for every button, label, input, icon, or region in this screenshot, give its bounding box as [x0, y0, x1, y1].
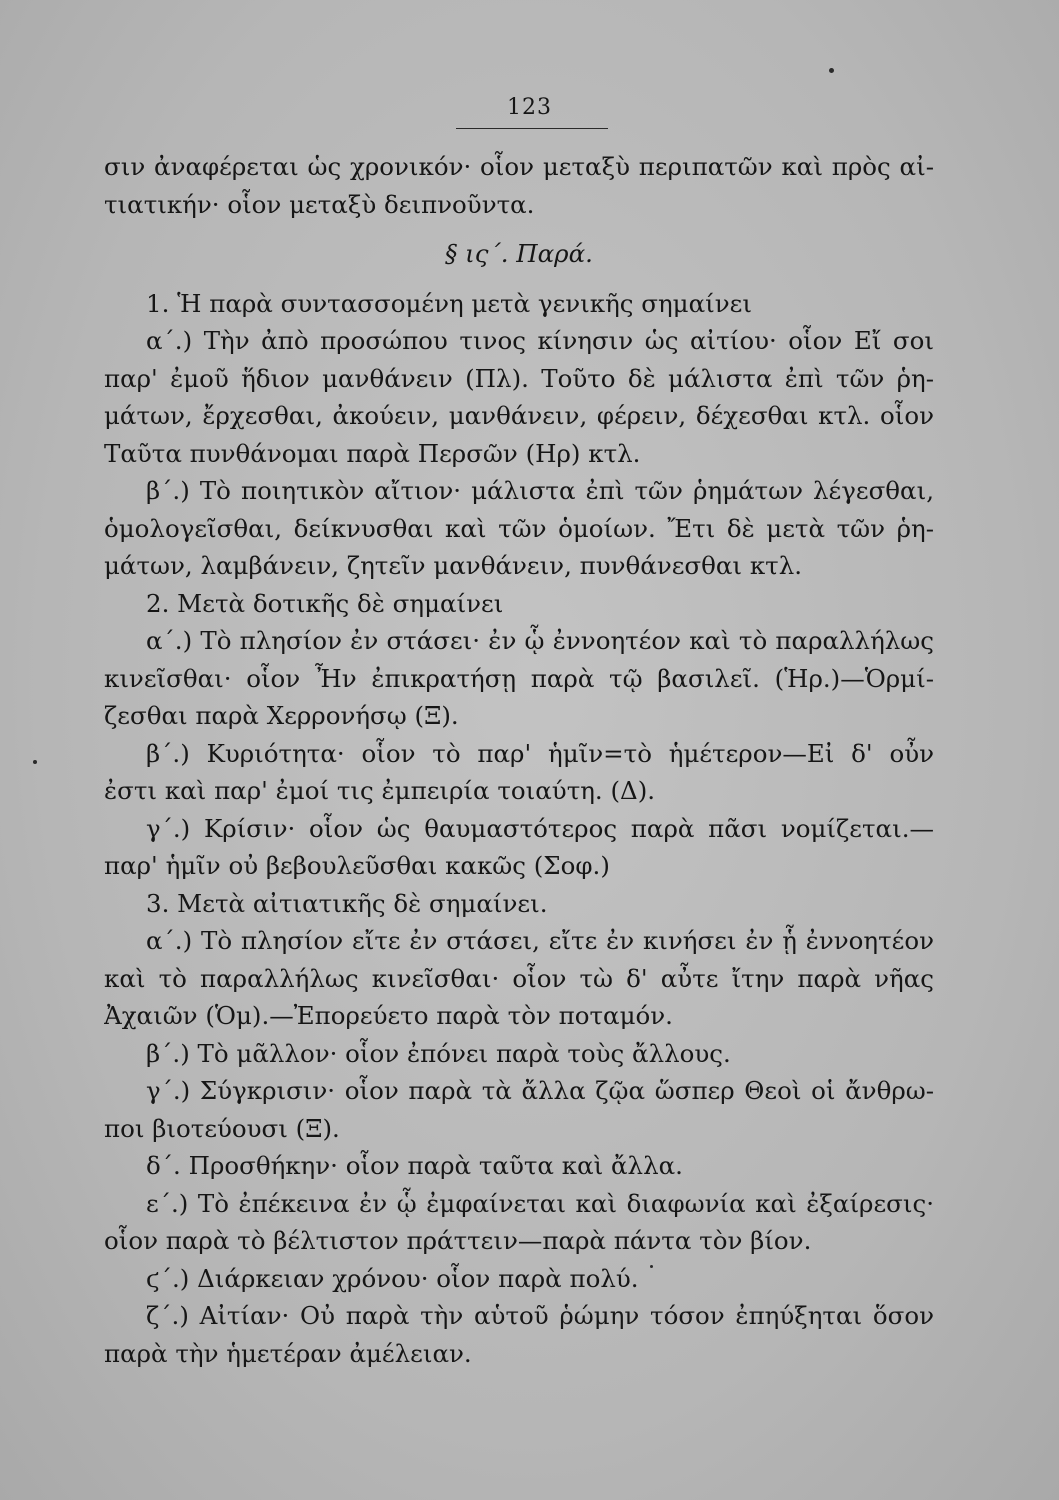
ink-speck	[650, 1265, 653, 1268]
ink-speck	[33, 760, 37, 764]
text-line: Ἀχαιῶν (Ὁμ).—Ἐπορεύετο παρὰ τὸν ποταμόν.	[104, 1001, 673, 1030]
text-line: παρὰ τὴν ἡμετέραν ἀμέλειαν.	[104, 1338, 472, 1368]
ink-speck	[829, 68, 834, 73]
text-line: ἐστι καὶ παρ' ἐμοί τις ἐμπειρία τοιαύτη. (Δ).	[104, 776, 656, 805]
text-line: παρ' ἡμῖν οὐ βεβουλεῦσθαι κακῶς (Σοφ.)	[104, 851, 610, 880]
text-line: Ταῦτα πυνθάνομαι παρὰ Περσῶν (Ηρ) κτλ.	[104, 438, 641, 468]
text-line: 3. Μετὰ αἰτιατικῆς δὲ σημαίνει.	[146, 888, 548, 918]
text-line: ζ΄.) Αἰτίαν· Οὐ παρὰ τὴν αὑτοῦ ῥώμην τόσον ἐπηύξηται ὅσον	[146, 1301, 934, 1330]
text-line: δ΄. Προσθήκην· οἷον παρὰ ταῦτα καὶ ἄλλα.	[146, 1151, 683, 1180]
spacer	[104, 223, 934, 235]
page-number-rule	[456, 128, 608, 129]
text-line: 2. Μετὰ δοτικῆς δὲ σημαίνει	[146, 588, 504, 618]
text-line: σιν ἀναφέρεται ὡς χρονικόν· οἷον μεταξὺ περιπατῶν καὶ πρὸς αἰ-	[104, 152, 934, 181]
text-line: α΄.) Τὸ πλησίον εἴτε ἐν στάσει, εἴτε ἐν κινήσει ἐν ᾗ ἐννοητέον	[146, 926, 934, 955]
text-line: καὶ τὸ παραλλήλως κινεῖσθαι· οἷον τὼ δ' αὖτε ἴτην παρὰ νῆας	[104, 963, 934, 993]
page-number: 123	[507, 95, 552, 120]
text-line: α΄.) Τὴν ἀπὸ προσώπου τινος κίνησιν ὡς αἰτίου· οἷον Εἴ σοι	[146, 326, 934, 355]
text-line: ε΄.) Τὸ ἐπέκεινα ἐν ᾧ ἐμφαίνεται καὶ διαφωνία καὶ ἐξαίρεσις·	[146, 1188, 934, 1218]
spacer	[104, 273, 934, 285]
text-line: γ΄.) Σύγκρισιν· οἷον παρὰ τὰ ἄλλα ζῷα ὥσπερ Θεοὶ οἱ ἄνθρω-	[146, 1076, 934, 1105]
text-line: ποι βιοτεύουσι (Ξ).	[104, 1113, 340, 1143]
text-line: α΄.) Τὸ πλησίον ἐν στάσει· ἐν ᾧ ἐννοητέον καὶ τὸ παραλλήλως	[146, 626, 934, 655]
text-line: κινεῖσθαι· οἷον Ἦν ἐπικρατήσῃ παρὰ τῷ βασιλεῖ. (Ἡρ.)—Ὁρμί-	[104, 663, 934, 693]
body-text	[104, 148, 934, 1372]
text-line: 1. Ἡ παρὰ συντασσομένη μετὰ γενικῆς σημαίνει	[146, 288, 752, 318]
text-line: ϛ΄.) Διάρκειαν χρόνου· οἷον παρὰ πολύ.	[146, 1263, 639, 1293]
text-line: τιατικήν· οἷον μεταξὺ δειπνοῦντα.	[104, 189, 535, 219]
text-line: παρ' ἐμοῦ ἥδιον μανθάνειν (Πλ). Τοῦτο δὲ μάλιστα ἐπὶ τῶν ῥη-	[104, 363, 934, 393]
text-line: β΄.) Κυριότητα· οἷον τὸ παρ' ἡμῖν=τὸ ἡμέτερον—Εἰ δ' οὖν	[146, 738, 934, 768]
text-line: μάτων, ἔρχεσθαι, ἀκούειν, μανθάνειν, φέρειν, δέχεσθαι κτλ. οἷον	[104, 401, 934, 430]
text-line: ὁμολογεῖσθαι, δείκνυσθαι καὶ τῶν ὁμοίων. Ἔτι δὲ μετὰ τῶν ῥη-	[104, 513, 934, 543]
section-heading: § ις΄. Παρά.	[445, 239, 593, 268]
text-line: ζεσθαι παρὰ Χερρονήσῳ (Ξ).	[104, 701, 459, 730]
text-line: μάτων, λαμβάνειν, ζητεῖν μανθάνειν, πυνθάνεσθαι κτλ.	[104, 551, 803, 580]
text-line: β΄.) Τὸ ποιητικὸν αἴτιον· μάλιστα ἐπὶ τῶν ῥημάτων λέγεσθαι,	[146, 476, 934, 505]
text-line: β΄.) Τὸ μᾶλλον· οἷον ἐπόνει παρὰ τοὺς ἄλλους.	[146, 1038, 731, 1068]
text-line: γ΄.) Κρίσιν· οἷον ὡς θαυμαστότερος παρὰ πᾶσι νομίζεται.—	[146, 813, 934, 843]
text-line: οἷον παρὰ τὸ βέλτιστον πράττειν—παρὰ πάντα τὸν βίον.	[104, 1226, 812, 1255]
